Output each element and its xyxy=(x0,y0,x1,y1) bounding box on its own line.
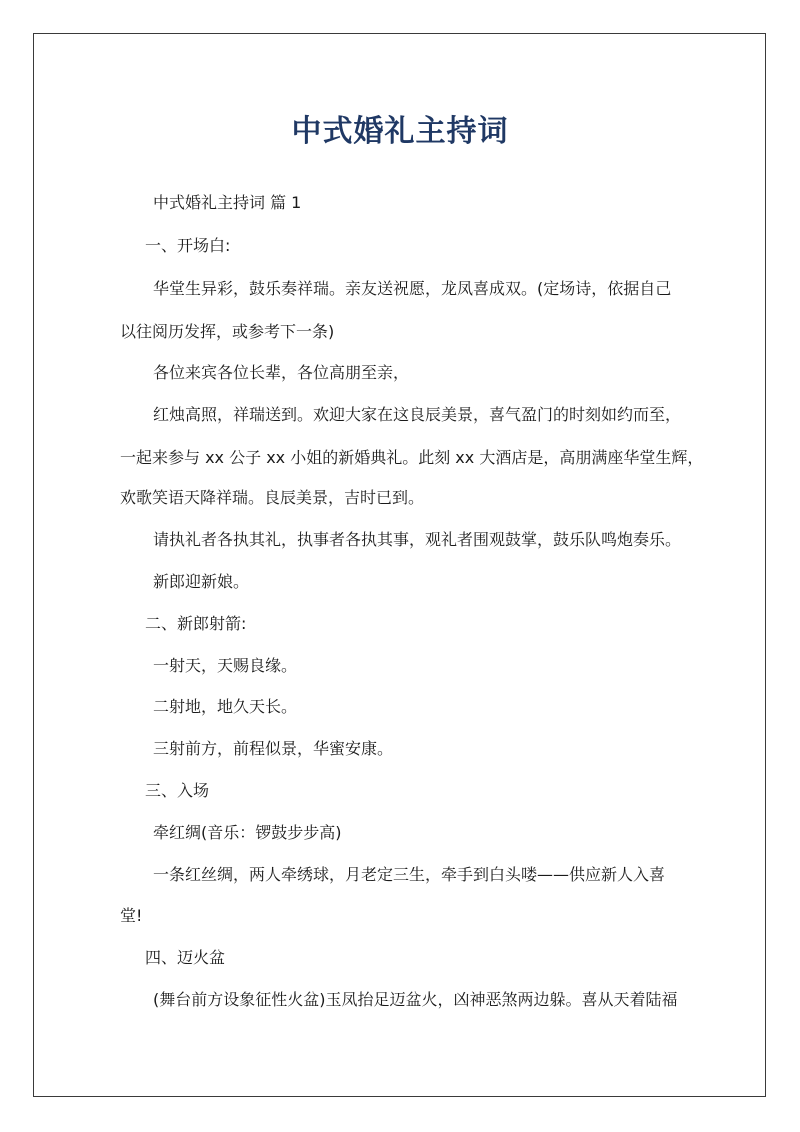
paragraph-line: 新郎迎新娘。 xyxy=(153,572,250,591)
paragraph-line: (舞台前方设象征性火盆)玉凤抬足迈盆火，凶神恶煞两边躲。喜从天着陆福 xyxy=(153,990,678,1009)
paragraph-line: 一起来参与 xx 公子 xx 小姐的新婚典礼。此刻 xx 大酒店是，高朋满座华堂生辉， xyxy=(120,448,704,467)
paragraph-line: 各位来宾各位长辈，各位高朋至亲， xyxy=(153,363,410,382)
section-heading-fire-basin: 四、迈火盆 xyxy=(145,948,226,967)
paragraph-line: 红烛高照，祥瑞送到。欢迎大家在这良辰美景，喜气盈门的时刻如约而至， xyxy=(153,405,682,424)
paragraph-line: 一射天，天赐良缘。 xyxy=(153,656,298,675)
paragraph-line: 一条红丝绸，两人牵绣球，月老定三生，牵手到白头喽——供应新人入喜 xyxy=(153,865,666,884)
paragraph-line: 华堂生异彩，鼓乐奏祥瑞。亲友送祝愿，龙凤喜成双。(定场诗，依据自己 xyxy=(153,279,672,298)
paragraph-line: 以往阅历发挥，或参考下一条) xyxy=(120,322,335,341)
paragraph-line: 牵红绸(音乐：锣鼓步步高) xyxy=(153,823,342,842)
paragraph-line: 堂! xyxy=(120,906,143,925)
section-heading-groom-archery: 二、新郎射箭: xyxy=(145,614,247,633)
paragraph-line: 请执礼者各执其礼，执事者各执其事，观礼者围观鼓掌，鼓乐队鸣炮奏乐。 xyxy=(153,530,682,549)
paragraph-line: 欢歌笑语天降祥瑞。良辰美景，吉时已到。 xyxy=(120,488,425,507)
section-heading-entrance: 三、入场 xyxy=(145,781,210,800)
document-title: 中式婚礼主持词 xyxy=(291,114,509,149)
section-heading-opening: 一、开场白: xyxy=(145,236,231,255)
paragraph-line: 三射前方，前程似景，华蜜安康。 xyxy=(153,739,394,758)
section-heading-part-1: 中式婚礼主持词 篇 1 xyxy=(153,193,302,212)
paragraph-line: 二射地，地久天长。 xyxy=(153,697,298,716)
